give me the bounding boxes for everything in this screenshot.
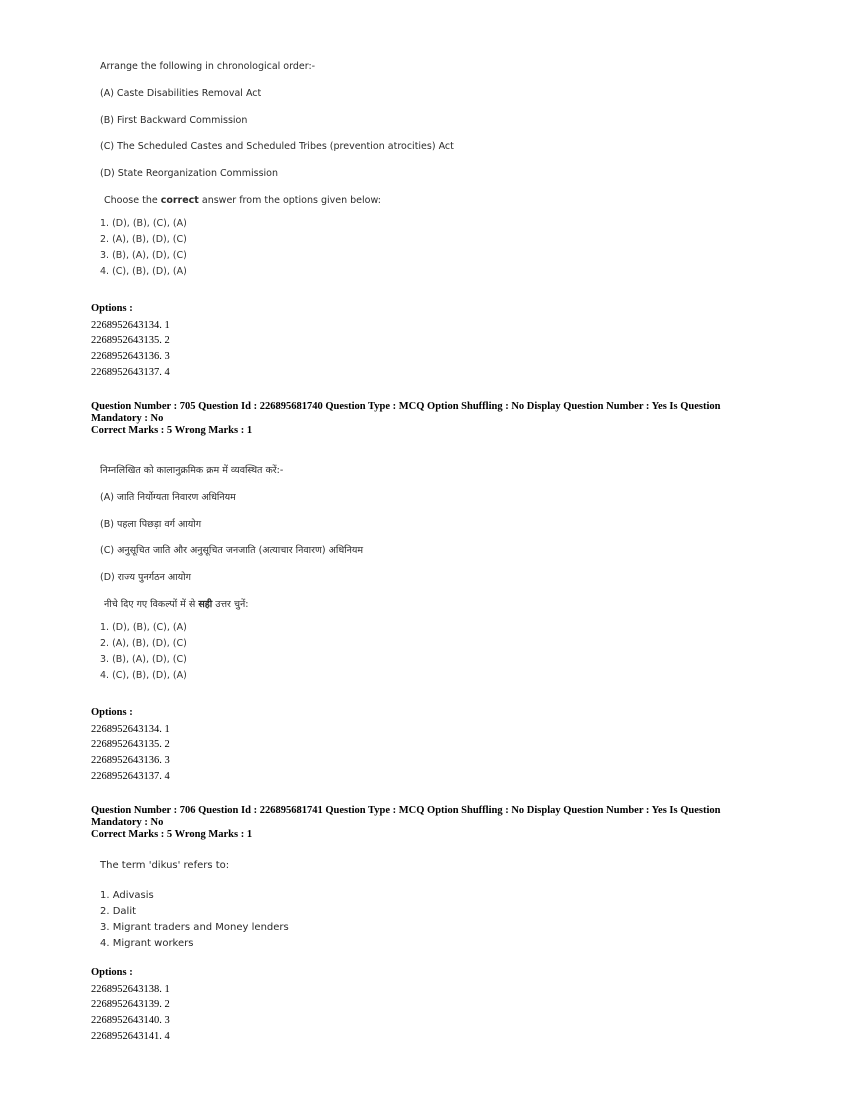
question-item-c: (C) अनुसूचित जाति और अनुसूचित जनजाति (अत्याचार निवारण) अधिनियम (100, 545, 364, 557)
question-705-header (91, 401, 771, 437)
options-block-706 (91, 967, 170, 1045)
option-id: 2268952643136. 3 (91, 755, 170, 767)
question-prompt: The term 'dikus' refers to: (100, 860, 230, 871)
option-id: 2268952643137. 4 (91, 770, 170, 782)
question-item-d: (D) State Reorganization Commission (100, 168, 278, 180)
options-label: Options : (91, 967, 133, 978)
answer-choice: 3. (B), (A), (D), (C) (100, 249, 187, 261)
option-id: 2268952643134. 1 (91, 319, 170, 331)
options-label: Options : (91, 303, 133, 314)
question-706-header (91, 805, 771, 841)
option-id: 2268952643141. 4 (91, 1030, 170, 1042)
answer-choice: 4. (C), (B), (D), (A) (100, 265, 187, 277)
option-id: 2268952643140. 3 (91, 1015, 170, 1027)
question-meta: Question Number : 706 Question Id : 226895681741 Question Type : MCQ Option Shuffling : No Display Question Number : Yes Is Question Mandatory : No (91, 805, 721, 828)
answer-choice: 1. (D), (B), (C), (A) (100, 621, 187, 633)
options-label: Options : (91, 707, 133, 718)
option-id: 2268952643137. 4 (91, 366, 170, 378)
answer-choice: 3. (B), (A), (D), (C) (100, 653, 187, 665)
answer-choice: 1. Adivasis (100, 890, 154, 901)
answer-choice: 2. Dalit (100, 906, 137, 917)
question-prompt: निम्नलिखित को कालानुक्रमिक क्रम में व्यवस्थित करें:- (100, 465, 284, 476)
answer-choice: 1. (D), (B), (C), (A) (100, 217, 187, 229)
answer-choice: 2. (A), (B), (D), (C) (100, 637, 187, 649)
question-item-c: (C) The Scheduled Castes and Scheduled Tribes (prevention atrocities) Act (100, 141, 454, 153)
answer-choices (100, 218, 454, 282)
question-item-a: (A) Caste Disabilities Removal Act (100, 88, 262, 99)
question-item-b: (B) First Backward Commission (100, 114, 248, 126)
option-id: 2268952643139. 2 (91, 999, 170, 1011)
question-706-body (100, 860, 289, 954)
question-item-a: (A) जाति निर्योग्यता निवारण अधिनियम (100, 492, 236, 503)
question-prompt: Arrange the following in chronological order:- (100, 61, 316, 72)
option-id: 2268952643136. 3 (91, 351, 170, 363)
question-item-b: (B) पहला पिछड़ा वर्ग आयोग (100, 518, 202, 530)
option-id: 2268952643134. 1 (91, 723, 170, 735)
emphasis-word: correct (160, 194, 199, 206)
option-id: 2268952643138. 1 (91, 983, 170, 995)
answer-choice: 2. (A), (B), (D), (C) (100, 233, 187, 245)
answer-choice: 4. Migrant workers (100, 938, 194, 949)
option-id: 2268952643135. 2 (91, 739, 170, 751)
answer-choice: 3. Migrant traders and Money lenders (100, 922, 289, 933)
question-705-body (100, 464, 363, 686)
options-block-705 (91, 707, 170, 785)
answer-choices (100, 622, 363, 686)
choose-instruction: नीचे दिए गए विकल्पों में से सही उत्तर चुनें: (104, 598, 249, 610)
emphasis-word: सही (198, 598, 213, 610)
option-id: 2268952643135. 2 (91, 335, 170, 347)
question-meta: Question Number : 705 Question Id : 226895681740 Question Type : MCQ Option Shuffling : No Display Question Number : Yes Is Question Mandatory : No (91, 401, 721, 424)
choose-instruction: Choose the correct answer from the options given below: (104, 194, 381, 206)
question-marks: Correct Marks : 5 Wrong Marks : 1 (91, 829, 253, 840)
options-block-704 (91, 303, 170, 381)
answer-choice: 4. (C), (B), (D), (A) (100, 669, 187, 681)
question-marks: Correct Marks : 5 Wrong Marks : 1 (91, 425, 253, 436)
question-704-body (100, 60, 454, 282)
question-item-d: (D) राज्य पुनर्गठन आयोग (100, 572, 191, 584)
